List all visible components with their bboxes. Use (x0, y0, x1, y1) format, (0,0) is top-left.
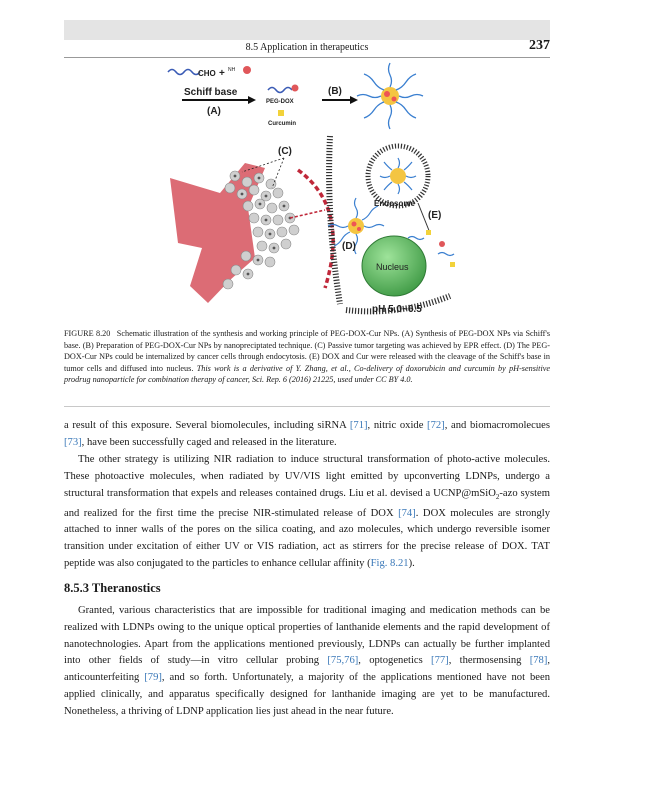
figure-caption (64, 328, 550, 386)
cho-label: CHO (198, 69, 216, 78)
peg-dox-chain (268, 88, 292, 93)
schiff-arrowhead (248, 96, 256, 104)
peg-dox-end-icon (292, 85, 299, 92)
endosome (368, 146, 428, 206)
schiff-base-label: Schiff base (184, 87, 238, 98)
caption-rule (64, 406, 550, 407)
curcumin-label: Curcumin (268, 121, 297, 127)
citation-79[interactable]: [79] (144, 672, 162, 684)
polymer-chain-a (168, 70, 200, 75)
uptake-arrow (290, 210, 325, 218)
dox-molecule-icon (243, 66, 251, 74)
page-number: 237 (529, 38, 550, 53)
running-title: 8.5 Application in therapeutics (245, 42, 369, 53)
nanoparticle-b (357, 63, 423, 129)
citation-77[interactable]: [77] (431, 655, 449, 667)
citation-75-76[interactable]: [75,76] (327, 655, 359, 667)
section-heading: 8.5.3 Theranostics (64, 581, 161, 595)
caption-credit: This work is a derivative of Y. Zhang, et al., Co-delivery of doxorubicin and curcumin by pH-sensitive prodrug nanoparticle for combination therapy of cancer, Sci. Rep. 6 (2016) 21225, used under CC BY 4.0. (64, 363, 550, 385)
label-b: (B) (328, 86, 342, 97)
cell-membrane (329, 136, 340, 304)
header-bar (64, 20, 550, 40)
paragraph-1: a result of this exposure. Several biomolecules, including siRNA [71], nitric oxide [72], and biomacromolecues [73], have been successfully caged and released in the literature. (64, 420, 550, 448)
label-b-arrowhead (350, 96, 358, 104)
nucleus-label: Nucleus (376, 262, 409, 272)
label-e: (E) (428, 210, 442, 221)
caption-label: FIGURE 8.20 (64, 329, 111, 338)
endosome-label: Endosome (374, 199, 415, 208)
curcumin-icon (278, 110, 284, 116)
ph-label: pH 5.0~6.5 (372, 304, 422, 315)
citation-72[interactable]: [72] (427, 420, 445, 431)
peg-dox-label: PEG-DOX (266, 99, 294, 105)
paragraph-2: The other strategy is utilizing NIR radiation to induce structural transformation of photo-active molecules. These photoactive molecules, when radiated by UV/VIS light emitted by upconverting LDNPs, undergo a structural transformation that expels and releases contained drugs. Liu et al. devised a UCNP@mSiO$_2$-azo system and realized for the first time the precise NIR-stimulated release of DOX [74]. DOX molecules are strongly attached to inner walls of the pores on the silica coating, and azo molecules, which undergo reversible isomer transition under excitation of either UV or VIS radiation, act as stirrers for the precise release of DOX. TAT peptide was also conjugated to the particles to enhance cellular affinity (Fig. 8.21). (64, 454, 550, 569)
label-c: (C) (278, 146, 292, 157)
figure-schematic (150, 58, 480, 318)
label-d: (D) (342, 241, 356, 252)
label-a: (A) (207, 106, 221, 117)
paragraph-3: Granted, various characteristics that are impossible for traditional imaging and medication methods can be realized with LDNPs owing to the unique optical properties of lanthanide elements and the rapid development of nanotechnologies. Apart from the applications mentioned previously, LDNPs can actually be further implanted into other fields of study—in vitro cellular probing [75,76], optogenetics [77], thermosensing [78], anticounterfeiting [79], and so forth. Unfortunately, a majority of the applications mentioned have not been applied clinically, and apparatus specifically designed for lanthanide imaging are yet to be manufactured. Nonetheless, a thriving of LDNP application lies just ahead in the near future. (64, 605, 551, 717)
citation-74[interactable]: [74] (398, 507, 416, 519)
caption-text: Schematic illustration of the synthesis and working principle of PEG-DOX-Cur NPs. (A) Synthesis of PEG-DOX NPs via Schiff's base. (B) Preparation of PEG-DOX-Cur NPs by nanopreciptated technique. (C) Passive tumor targeting was achieved by EPR effect. (D) The PEG-DOX-Cur NPs could be internalized by cancer cells through endocytosis. (E) DOX and Cur were released with the cleavage of the Schiff's base in tumor cells and diffused into nucleus. (64, 329, 550, 373)
citation-71[interactable]: [71] (349, 420, 368, 431)
citation-73[interactable]: [73] (64, 436, 82, 448)
nh2-label: NH (228, 67, 236, 73)
running-head (64, 40, 550, 58)
plus-sign: + (219, 68, 225, 79)
citation-78[interactable]: [78] (529, 655, 548, 667)
figure-8-21-link[interactable]: Fig. 8.21 (370, 557, 409, 569)
